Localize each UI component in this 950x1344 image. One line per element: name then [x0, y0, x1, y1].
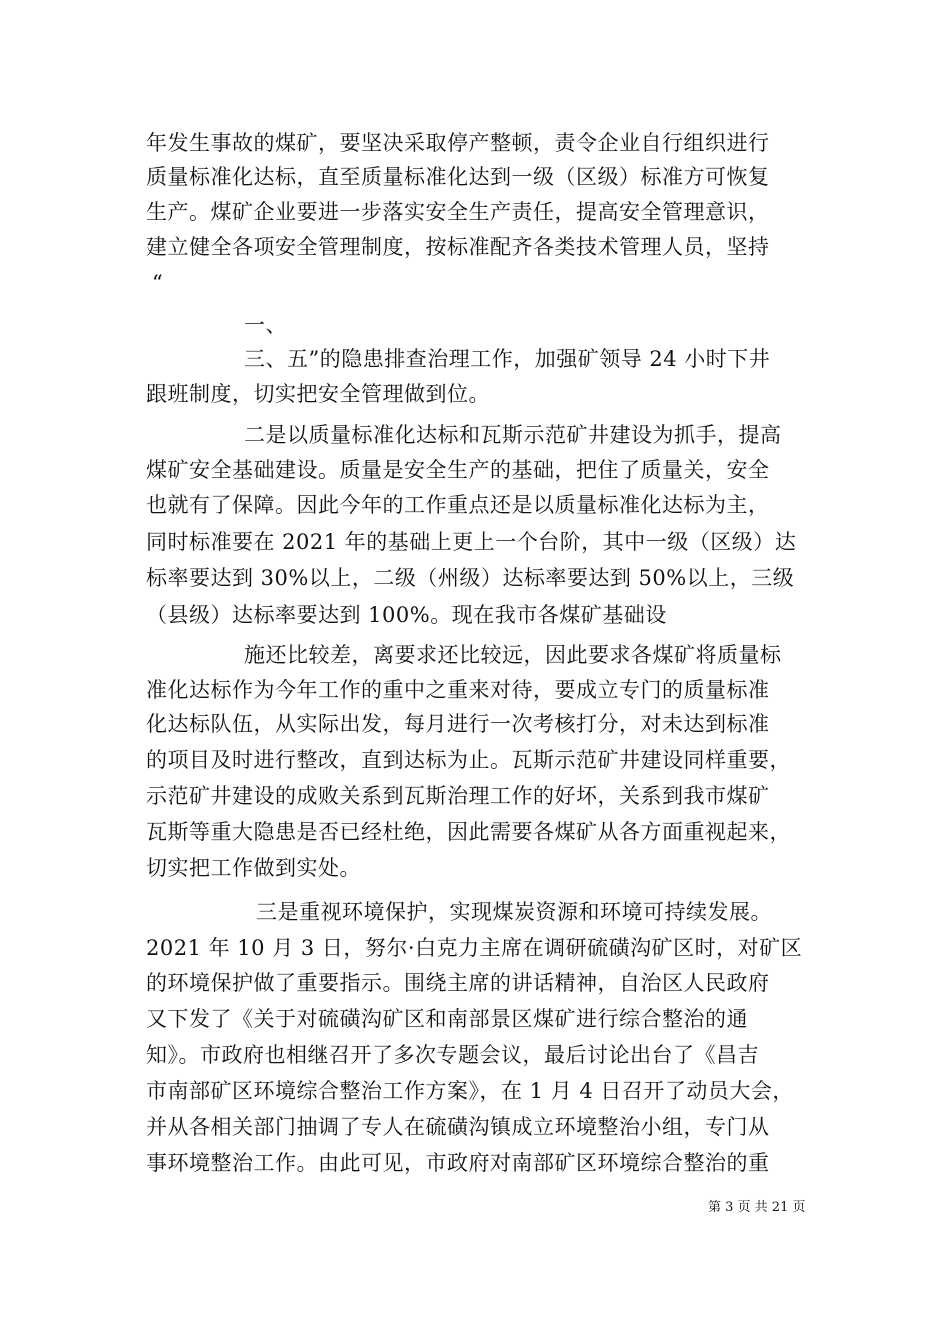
- text-line: 质量标准化达标，直至质量标准化达到一级（区级）标准方可恢复: [146, 165, 770, 189]
- text-line: 示范矿井建设的成败关系到瓦斯治理工作的好坏，关系到我市煤矿: [146, 784, 770, 808]
- text-line: 年发生事故的煤矿，要坚决采取停产整顿，责令企业自行组织进行: [146, 131, 770, 155]
- text-line: 施还比较差，离要求还比较远，因此要求各煤矿将质量标: [244, 643, 782, 667]
- text-line: 准化达标作为今年工作的重中之重来对待，要成立专门的质量标准: [146, 678, 770, 702]
- text-line: 建立健全各项安全管理制度，按标准配齐各类技术管理人员，坚持: [146, 235, 770, 259]
- text-line: “: [152, 271, 164, 295]
- page-number: 第 3 页 共 21 页: [708, 1200, 806, 1215]
- text-line: 三是重视环境保护，实现煤炭资源和环境可持续发展。: [256, 900, 772, 924]
- text-line: 事环境整治工作。由此可见，市政府对南部矿区环境综合整治的重: [146, 1151, 770, 1175]
- text-line: 生产。煤矿企业要进一步落实安全生产责任，提高安全管理意识，: [146, 200, 770, 224]
- text-line: 煤矿安全基础建设。质量是安全生产的基础，把住了质量关，安全: [146, 458, 770, 482]
- text-line: 市南部矿区环境综合整治工作方案》，在 1 月 4 日召开了动员大会，: [146, 1079, 794, 1103]
- text-line: （县级）达标率要达到 100%。现在我市各煤矿基础设: [146, 603, 667, 627]
- text-line: 二是以质量标准化达标和瓦斯示范矿井建设为抓手，提高: [244, 423, 782, 447]
- text-line: 瓦斯等重大隐患是否已经杜绝，因此需要各煤矿从各方面重视起来，: [146, 820, 791, 844]
- text-line: 一、: [244, 313, 287, 337]
- text-line: 2021 年 10 月 3 日，努尔·白克力主席在调研硫磺沟矿区时，对矿区: [146, 936, 803, 960]
- text-line: 的环境保护做了重要指示。围绕主席的讲话精神，自治区人民政府: [146, 971, 770, 995]
- text-line: 跟班制度，切实把安全管理做到位。: [146, 382, 490, 406]
- text-line: 也就有了保障。因此今年的工作重点还是以质量标准化达标为主，: [146, 493, 770, 517]
- text-line: 的项目及时进行整改，直到达标为止。瓦斯示范矿井建设同样重要，: [146, 748, 791, 772]
- text-line: 又下发了《关于对硫磺沟矿区和南部景区煤矿进行综合整治的通: [146, 1007, 748, 1031]
- text-line: 三、五”的隐患排查治理工作，加强矿领导 24 小时下井: [244, 347, 771, 371]
- text-line: 标率要达到 30%以上，二级（州级）达标率要达到 50%以上，三级: [146, 566, 795, 590]
- text-line: 并从各相关部门抽调了专人在硫磺沟镇成立环境整治小组，专门从: [146, 1115, 770, 1139]
- text-line: 知》。市政府也相继召开了多次专题会议，最后讨论出台了《昌吉: [146, 1043, 759, 1067]
- text-line: 化达标队伍，从实际出发，每月进行一次考核打分，对未达到标准: [146, 712, 770, 736]
- text-line: 同时标准要在 2021 年的基础上更上一个台阶，其中一级（区级）达: [146, 530, 797, 554]
- text-line: 切实把工作做到实处。: [146, 856, 361, 880]
